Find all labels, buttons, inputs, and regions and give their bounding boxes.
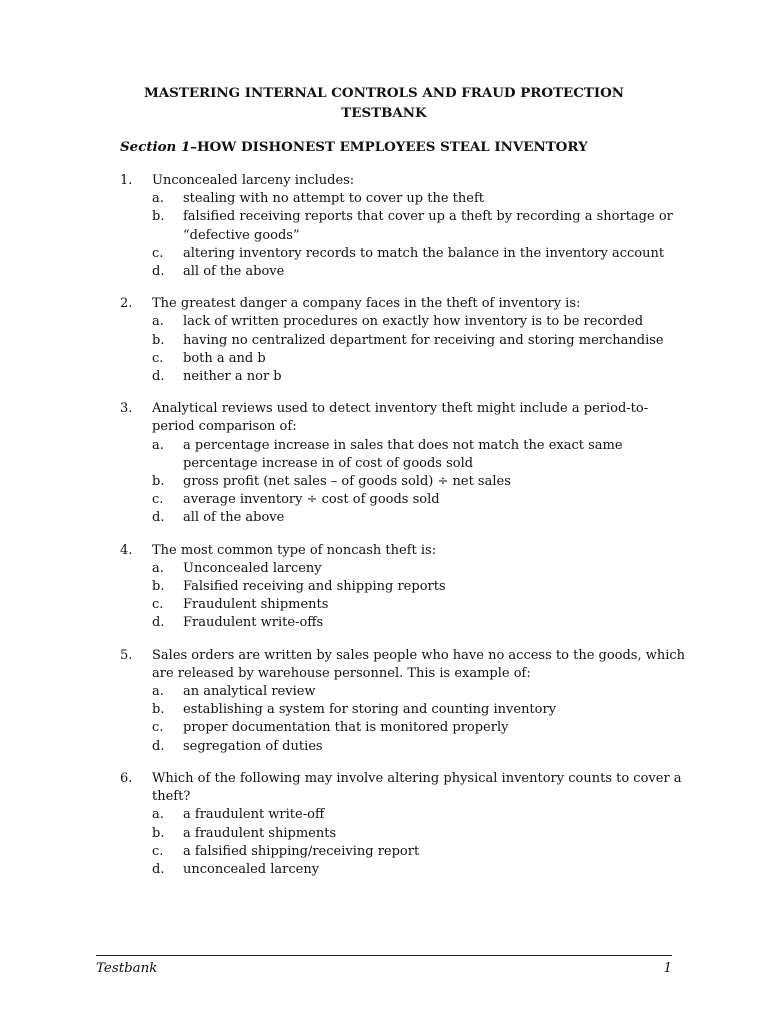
option-text: average inventory ÷ cost of goods sold bbox=[183, 492, 440, 508]
option-list bbox=[120, 313, 690, 386]
option-text: an analytical review bbox=[183, 684, 316, 700]
option-item bbox=[152, 738, 690, 756]
option-letter: a. bbox=[152, 560, 164, 576]
footer-divider bbox=[96, 955, 672, 956]
option-letter: c. bbox=[152, 350, 164, 366]
section-dash: – bbox=[190, 139, 197, 155]
option-item bbox=[152, 208, 690, 244]
title-line-1: MASTERING INTERNAL CONTROLS AND FRAUD PROTECTION bbox=[143, 85, 625, 101]
question-number: 5. bbox=[120, 647, 133, 663]
option-item bbox=[152, 578, 690, 596]
option-letter: d. bbox=[152, 861, 165, 877]
option-text: a percentage increase in sales that does not match the exact same percentage increase in of cost of goods sold bbox=[183, 437, 623, 471]
option-item bbox=[152, 263, 690, 281]
option-text: Fraudulent shipments bbox=[183, 597, 329, 613]
question-text: Which of the following may involve altering physical inventory counts to cover a theft? bbox=[152, 770, 682, 805]
option-list bbox=[120, 560, 690, 633]
option-letter: d. bbox=[152, 369, 165, 385]
option-letter: a. bbox=[152, 684, 164, 700]
option-list bbox=[120, 190, 690, 281]
option-letter: a. bbox=[152, 314, 164, 330]
question-text: Sales orders are written by sales people who have no access to the goods, which are released by warehouse personnel. This is example of: bbox=[152, 647, 686, 681]
option-text: a falsified shipping/receiving report bbox=[183, 843, 420, 859]
option-item bbox=[152, 437, 690, 473]
question-text: The most common type of noncash theft is: bbox=[152, 542, 437, 558]
option-item bbox=[152, 861, 690, 879]
option-letter: b. bbox=[152, 332, 165, 348]
option-list bbox=[120, 437, 690, 528]
page-number: 1 bbox=[663, 961, 672, 976]
question-number: 3. bbox=[120, 401, 133, 417]
option-list bbox=[120, 683, 690, 756]
option-letter: d. bbox=[152, 264, 165, 280]
question-item bbox=[120, 172, 690, 281]
option-text: proper documentation that is monitored properly bbox=[183, 720, 509, 736]
option-item bbox=[152, 368, 690, 386]
option-item bbox=[152, 701, 690, 719]
option-text: falsified receiving reports that cover up a theft by recording a shortage or “defective goods” bbox=[183, 209, 673, 243]
option-letter: d. bbox=[152, 738, 165, 754]
option-text: all of the above bbox=[183, 510, 285, 526]
section-heading bbox=[120, 137, 588, 157]
option-item bbox=[152, 596, 690, 614]
option-letter: a. bbox=[152, 437, 164, 453]
option-letter: b. bbox=[152, 209, 165, 225]
question-number: 6. bbox=[120, 770, 133, 786]
question-item bbox=[120, 400, 690, 527]
option-item bbox=[152, 806, 690, 824]
option-letter: b. bbox=[152, 579, 165, 595]
option-letter: b. bbox=[152, 702, 165, 718]
option-item bbox=[152, 332, 690, 350]
option-item bbox=[152, 509, 690, 527]
option-item bbox=[152, 843, 690, 861]
option-text: Falsified receiving and shipping reports bbox=[183, 579, 446, 595]
option-item bbox=[152, 491, 690, 509]
option-list bbox=[120, 806, 690, 879]
document-title bbox=[100, 83, 668, 123]
question-item bbox=[120, 770, 690, 879]
option-text: lack of written procedures on exactly how inventory is to be recorded bbox=[183, 314, 644, 330]
option-text: unconcealed larceny bbox=[183, 861, 320, 877]
option-letter: c. bbox=[152, 492, 164, 508]
footer-label: Testbank bbox=[96, 961, 158, 976]
title-line-2: TESTBANK bbox=[341, 105, 427, 121]
option-text: gross profit (net sales – of goods sold) ÷ net sales bbox=[183, 474, 511, 490]
option-letter: c. bbox=[152, 843, 164, 859]
section-title: HOW DISHONEST EMPLOYEES STEAL INVENTORY bbox=[196, 139, 588, 155]
option-text: neither a nor b bbox=[183, 369, 282, 385]
question-item bbox=[120, 295, 690, 386]
question-list bbox=[120, 172, 690, 893]
option-item bbox=[152, 473, 690, 491]
question-item bbox=[120, 647, 690, 756]
option-text: Unconcealed larceny bbox=[183, 560, 322, 576]
option-text: a fraudulent shipments bbox=[183, 825, 337, 841]
option-item bbox=[152, 683, 690, 701]
option-item bbox=[152, 719, 690, 737]
option-item bbox=[152, 614, 690, 632]
option-text: both a and b bbox=[183, 350, 266, 366]
option-item bbox=[152, 350, 690, 368]
option-text: stealing with no attempt to cover up the theft bbox=[183, 191, 484, 207]
option-letter: a. bbox=[152, 807, 164, 823]
option-letter: c. bbox=[152, 597, 164, 613]
option-item bbox=[152, 313, 690, 331]
option-item bbox=[152, 245, 690, 263]
option-text: Fraudulent write-offs bbox=[183, 615, 324, 631]
option-text: all of the above bbox=[183, 264, 285, 280]
section-label: Section 1 bbox=[120, 139, 191, 155]
option-text: a fraudulent write-off bbox=[183, 807, 325, 823]
option-letter: b. bbox=[152, 825, 165, 841]
option-text: segregation of duties bbox=[183, 738, 323, 754]
option-letter: c. bbox=[152, 245, 164, 261]
option-text: having no centralized department for receiving and storing merchandise bbox=[183, 332, 664, 348]
option-item bbox=[152, 825, 690, 843]
question-text: Analytical reviews used to detect inventory theft might include a period-to-period comparison of: bbox=[152, 401, 649, 435]
option-item bbox=[152, 560, 690, 578]
option-letter: b. bbox=[152, 474, 165, 490]
question-text: The greatest danger a company faces in the theft of inventory is: bbox=[152, 296, 581, 312]
option-letter: c. bbox=[152, 720, 164, 736]
option-item bbox=[152, 190, 690, 208]
option-letter: d. bbox=[152, 615, 165, 631]
question-item bbox=[120, 542, 690, 633]
question-number: 2. bbox=[120, 296, 133, 312]
option-text: establishing a system for storing and counting inventory bbox=[183, 702, 557, 718]
question-text: Unconcealed larceny includes: bbox=[152, 173, 355, 188]
question-number: 1. bbox=[120, 173, 133, 188]
option-text: altering inventory records to match the balance in the inventory account bbox=[183, 245, 665, 261]
question-number: 4. bbox=[120, 542, 133, 558]
option-letter: a. bbox=[152, 191, 164, 207]
option-letter: d. bbox=[152, 510, 165, 526]
